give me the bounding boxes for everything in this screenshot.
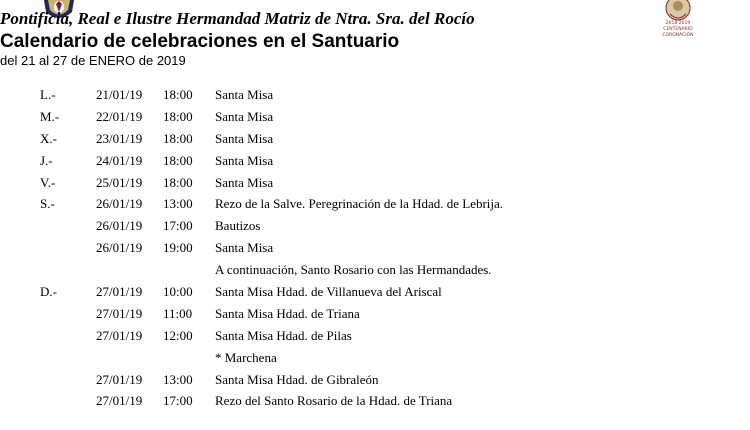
date-cell: 25/01/19 [96,174,143,190]
event-description: Santa Misa Hdad. de Pilas [215,327,352,343]
schedule-row [0,349,750,371]
day-label: L.- [40,87,56,102]
date-cell: 24/01/19 [96,152,143,168]
date-cell: 22/01/19 [96,108,143,124]
schedule-row [0,174,750,196]
event-description: A continuación, Santo Rosario con las Hermandades. [215,262,492,278]
day-label: S.- [40,196,55,212]
time-cell: 18:00 [163,152,193,168]
schedule-row [0,108,750,130]
schedule-row [0,86,750,108]
event-description: Santa Misa [215,240,274,256]
date-cell: 27/01/19 [96,393,143,409]
date-cell: 27/01/19 [96,305,143,321]
event-description: Santa Misa [215,152,274,168]
time-cell: 17:00 [163,393,193,409]
time-cell: 12:00 [163,327,193,343]
date-range: del 21 al 27 de ENERO de 2019 [0,53,186,68]
event-description: Santa Misa [215,87,274,102]
seal-year: 2018-2019 [665,21,691,26]
schedule-row [0,239,750,261]
event-description: * Marchena [215,349,277,365]
date-cell: 27/01/19 [96,371,143,387]
day-label: J.- [40,152,53,168]
event-description: Santa Misa [215,130,274,146]
event-description: Bautizos [215,218,261,234]
event-description: Rezo de la Salve. Peregrinación de la Hdad. de Lebrija. [215,196,504,212]
schedule-row [0,217,750,239]
schedule-row [0,130,750,152]
day-label: M.- [40,108,60,124]
schedule-row [0,261,750,283]
time-cell: 18:00 [163,174,193,190]
date-cell: 27/01/19 [96,284,143,300]
page-title: Calendario de celebraciones en el Santuario [0,31,400,52]
schedule-row [0,283,750,305]
event-description: Santa Misa [215,174,274,190]
day-label: V.- [40,174,56,190]
event-description: Santa Misa [215,108,274,124]
time-cell: 18:00 [163,108,193,124]
date-cell: 26/01/19 [96,240,143,256]
date-cell: 23/01/19 [96,130,143,146]
time-cell: 13:00 [163,196,193,212]
time-cell: 13:00 [163,371,193,387]
schedule-row [0,305,750,327]
time-cell: 10:00 [163,284,193,300]
event-description: Santa Misa Hdad. de Villanueva del Ariscal [215,284,442,300]
schedule-list [0,86,750,414]
date-cell: 21/01/19 [96,87,143,102]
day-label: D.- [40,284,57,300]
time-cell: 17:00 [163,218,193,234]
schedule-row [0,371,750,393]
date-cell: 26/01/19 [96,218,143,234]
schedule-row [0,392,750,414]
date-cell: 27/01/19 [96,327,143,343]
time-cell: 18:00 [163,130,193,146]
event-description: Rezo del Santo Rosario de la Hdad. de Triana [215,393,453,409]
organization-name: Pontificia, Real e Ilustre Hermandad Matriz de Ntra. Sra. del Rocío [0,9,475,28]
time-cell: 18:00 [163,87,193,102]
schedule-row [0,152,750,174]
day-label: X.- [40,130,57,146]
date-cell: 26/01/19 [96,196,143,212]
time-cell: 11:00 [163,305,193,321]
event-description: Santa Misa Hdad. de Triana [215,305,360,321]
time-cell: 19:00 [163,240,193,256]
schedule-row [0,195,750,217]
seal-caption-1: CENTENARIO [663,27,693,32]
seal-caption-2: CORONACIÓN [662,33,694,38]
schedule-row [0,327,750,349]
event-description: Santa Misa Hdad. de Gibraleón [215,371,379,387]
